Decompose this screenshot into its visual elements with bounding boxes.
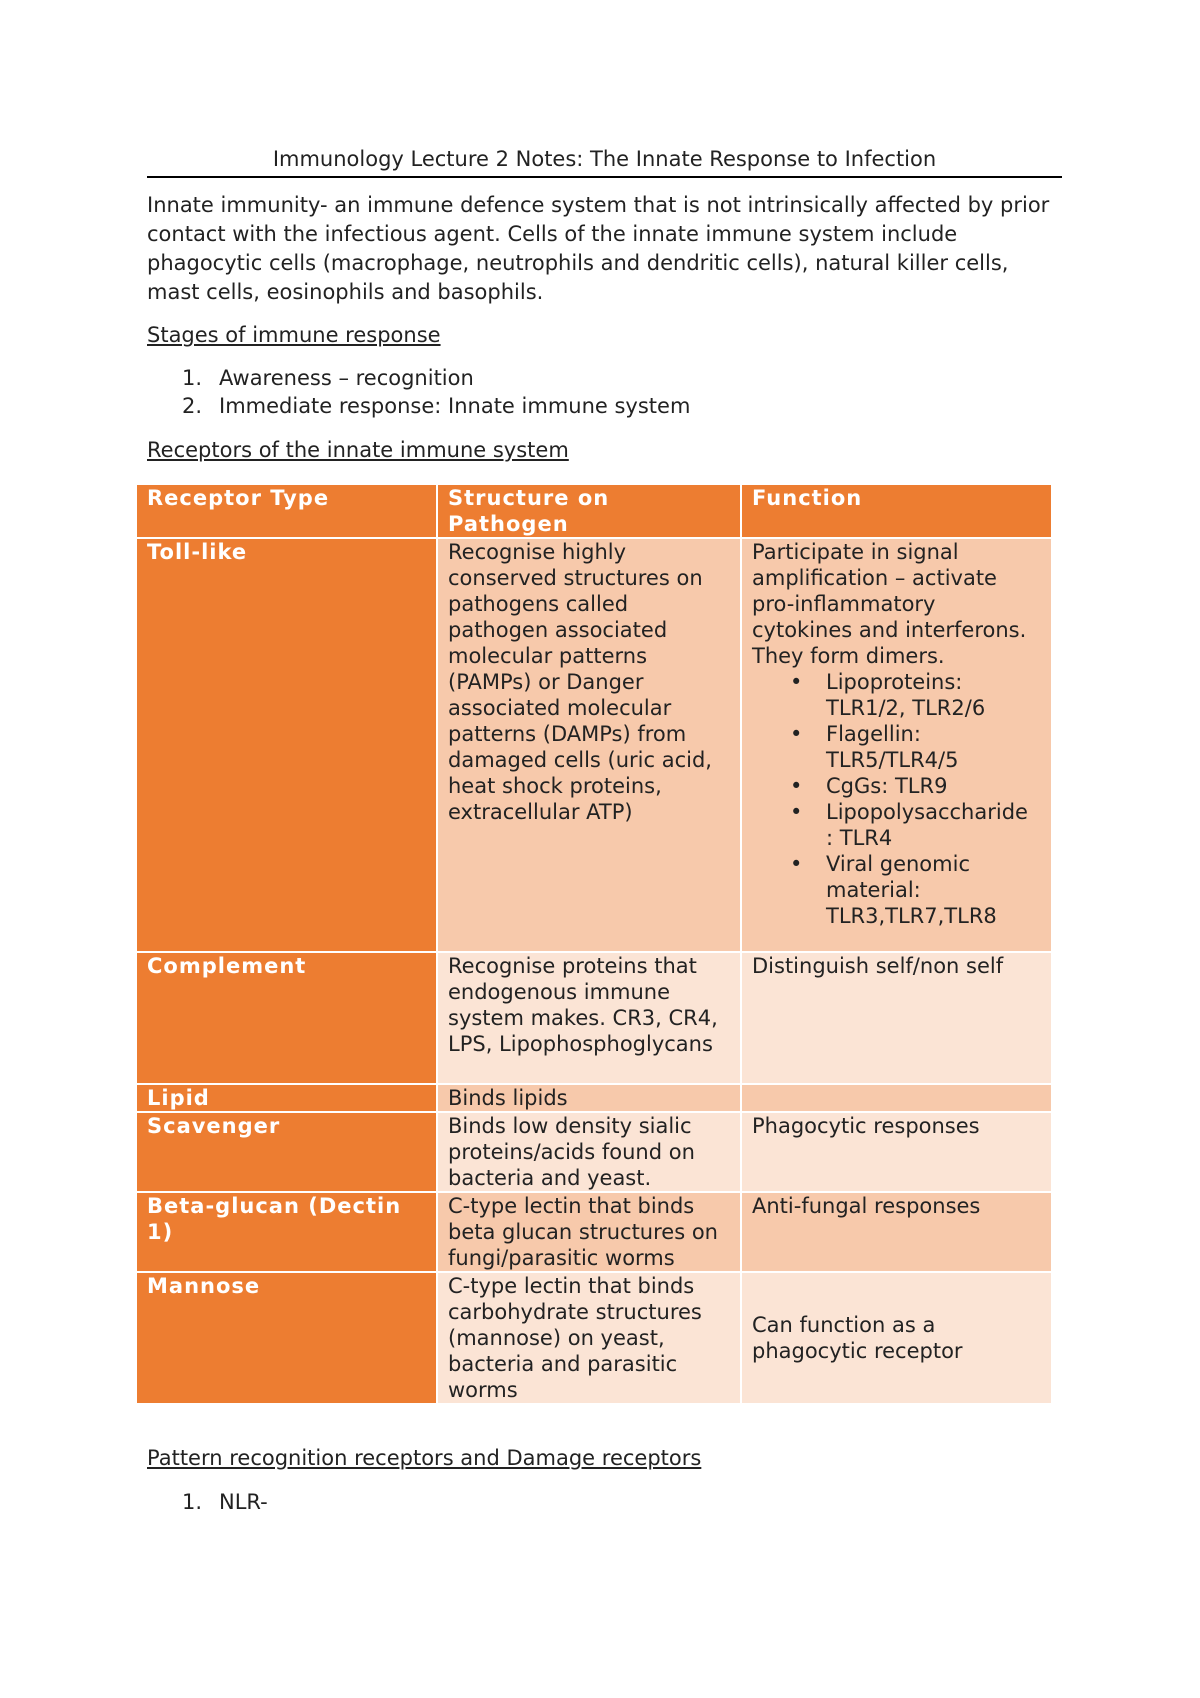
bullet-icon: • (790, 774, 803, 798)
structure-cell: C-type lectin that binds carbohydrate structures (mannose) on yeast, bacteria and parasitic worms (437, 1272, 741, 1404)
receptor-type-cell: Scavenger (136, 1112, 437, 1192)
table-row (136, 1112, 1052, 1192)
intro-paragraph: Innate immunity- an immune defence system that is not intrinsically affected by prior contact with the infectious agent. Cells of the innate immune system include phagocytic cells (macrophage, neutrophils and dendritic cells), natural killer cells, mast cells, eosinophils and basophils. (147, 193, 1050, 304)
receptor-type-cell: Mannose (136, 1272, 437, 1404)
table-row (136, 1084, 1052, 1112)
function-cell: Can function as a phagocytic receptor (741, 1272, 1052, 1404)
header-structure: Structure on Pathogen (437, 484, 741, 538)
function-cell: Distinguish self/non self (741, 952, 1052, 1084)
receptor-type-cell: Toll-like (136, 538, 437, 952)
table-row (136, 1192, 1052, 1272)
receptors-table (135, 483, 1053, 1405)
bullet-text: Lipopolysaccharide : TLR4 (826, 800, 1028, 850)
bullet-icon: • (790, 722, 803, 746)
bullet-icon: • (790, 800, 803, 824)
stages-heading: Stages of immune response (147, 323, 441, 347)
list-item (790, 799, 1041, 851)
receptor-type-cell: Complement (136, 952, 437, 1084)
bullet-text: Lipoproteins: TLR1/2, TLR2/6 (826, 670, 986, 720)
header-receptor-type: Receptor Type (136, 484, 437, 538)
bullet-text: Viral genomic material: TLR3,TLR7,TLR8 (826, 852, 997, 928)
structure-cell: Binds low density sialic proteins/acids found on bacteria and yeast. (437, 1112, 741, 1192)
structure-cell: Recognise proteins that endogenous immune system makes. CR3, CR4, LPS, Lipophosphoglycans (437, 952, 741, 1084)
function-text: Participate in signal amplification – activate pro-inflammatory cytokines and interferons. They form dimers. (752, 540, 1027, 668)
list-item-text: NLR- (219, 1490, 268, 1514)
pattern-list (182, 1488, 268, 1516)
structure-cell: C-type lectin that binds beta glucan structures on fungi/parasitic worms (437, 1192, 741, 1272)
list-item (790, 851, 1041, 929)
list-item-text: Awareness – recognition (219, 366, 474, 390)
structure-cell: Recognise highly conserved structures on pathogens called pathogen associated molecular patterns (PAMPs) or Danger associated molecular patterns (DAMPs) from damaged cells (uric acid, heat shock proteins, extracellular ATP) (437, 538, 741, 952)
list-item (790, 773, 1041, 799)
table-row (136, 538, 1052, 952)
bullet-icon: • (790, 670, 803, 694)
table-header-row (136, 484, 1052, 538)
pattern-heading: Pattern recognition receptors and Damage receptors (147, 1446, 702, 1470)
function-cell: Anti-fungal responses (741, 1192, 1052, 1272)
function-cell: Phagocytic responses (741, 1112, 1052, 1192)
bullet-icon: • (790, 852, 803, 876)
header-function: Function (741, 484, 1052, 538)
table-row (136, 1272, 1052, 1404)
tlr-bullet-list (752, 669, 1041, 929)
structure-cell: Binds lipids (437, 1084, 741, 1112)
list-item (182, 1488, 268, 1516)
list-item (790, 721, 1041, 773)
bullet-text: CgGs: TLR9 (826, 774, 948, 798)
receptor-type-cell: Lipid (136, 1084, 437, 1112)
list-item-text: Immediate response: Innate immune system (219, 394, 691, 418)
list-number: 2. (182, 394, 203, 418)
list-number: 1. (182, 1490, 203, 1514)
receptors-heading: Receptors of the innate immune system (147, 438, 569, 462)
function-cell (741, 538, 1052, 952)
list-item (182, 392, 690, 420)
page-title: Immunology Lecture 2 Notes: The Innate Response to Infection (147, 144, 1062, 178)
bullet-text: Flagellin: TLR5/TLR4/5 (826, 722, 959, 772)
stages-list (182, 364, 690, 420)
list-number: 1. (182, 366, 203, 390)
receptor-type-cell: Beta-glucan (Dectin 1) (136, 1192, 437, 1272)
list-item (182, 364, 690, 392)
function-cell (741, 1084, 1052, 1112)
list-item (790, 669, 1041, 721)
table-row (136, 952, 1052, 1084)
